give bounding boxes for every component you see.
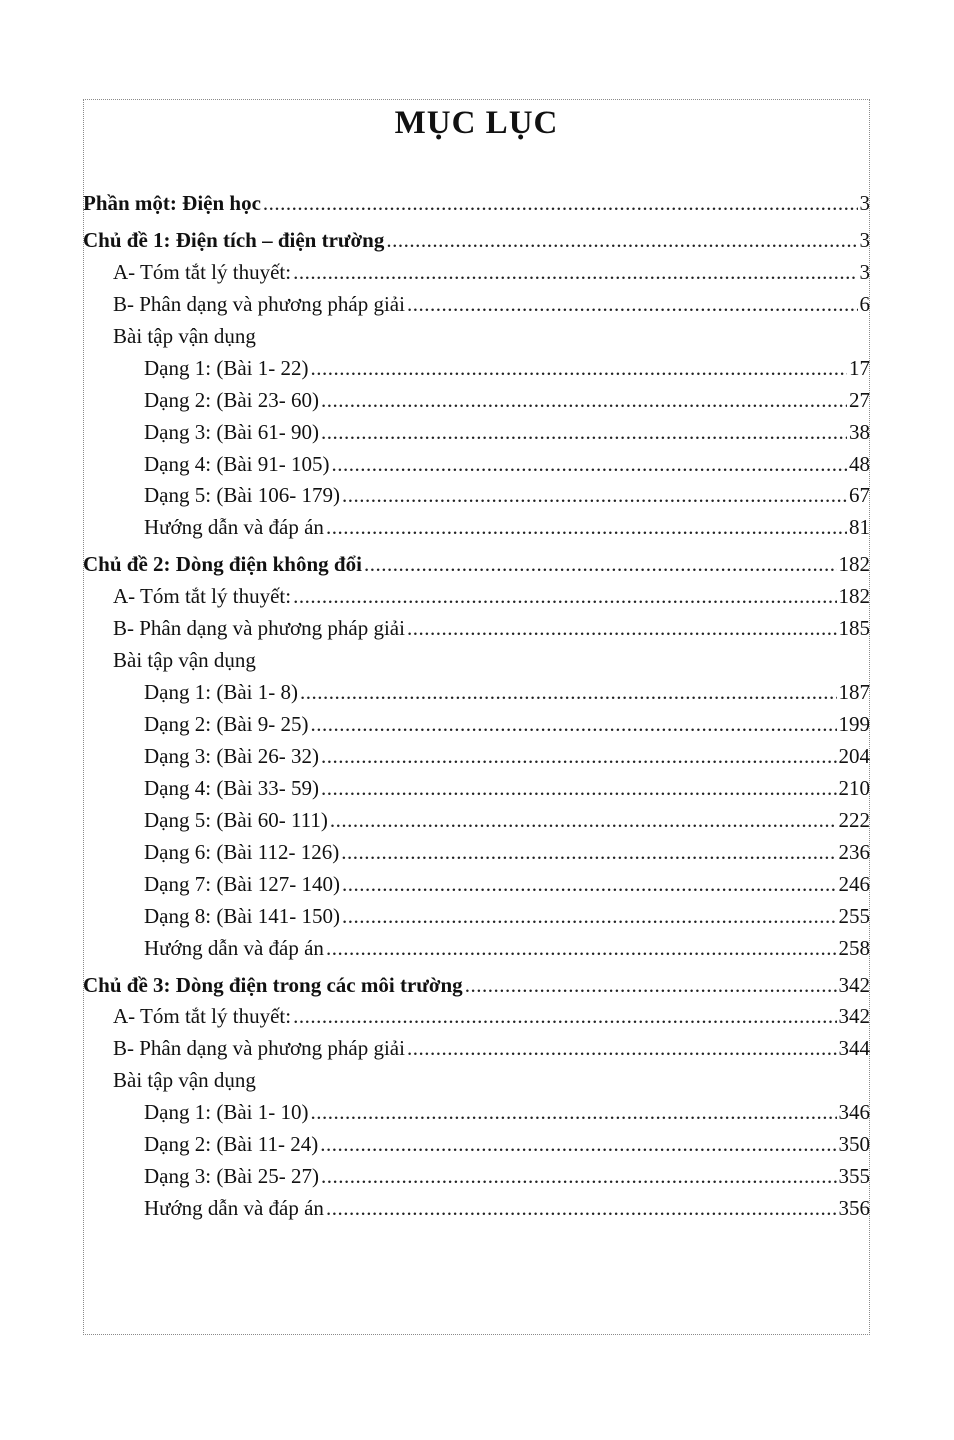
toc-entry[interactable]	[83, 709, 870, 741]
dot-leader	[263, 188, 858, 220]
toc-entry-label: Phần một: Điện học	[83, 191, 261, 215]
dot-leader	[310, 1097, 836, 1129]
toc-entry-page-number: 199	[838, 712, 870, 736]
dot-leader	[300, 677, 837, 709]
toc-entry-page-number: 3	[859, 227, 870, 252]
toc-entry-label: Bài tập vận dụng	[113, 1068, 256, 1093]
toc-entry[interactable]	[83, 1001, 870, 1033]
dot-leader	[326, 933, 837, 965]
toc-entry[interactable]	[83, 449, 870, 481]
dot-leader	[330, 805, 837, 837]
toc-entry[interactable]	[83, 188, 870, 220]
dot-leader	[407, 1033, 837, 1065]
toc-entry-label: Dạng 1: (Bài 1- 10)	[144, 1100, 309, 1125]
toc-entry-label: B- Phân dạng và phương pháp giải	[113, 291, 405, 316]
toc-entry-page-number: 27	[849, 387, 870, 412]
table-of-contents	[83, 188, 870, 1225]
toc-entry[interactable]	[83, 901, 870, 933]
toc-entry-page-number: 356	[838, 1196, 870, 1221]
dot-leader	[321, 1161, 837, 1193]
toc-entry-label: A- Tóm tắt lý thuyết:	[113, 584, 292, 609]
toc-entry-label: Dạng 5: (Bài 60- 111)	[144, 807, 328, 832]
dot-leader	[293, 1001, 836, 1033]
dot-leader	[407, 613, 837, 645]
toc-entry[interactable]	[83, 581, 870, 613]
toc-entry-page-number: 182	[838, 584, 870, 609]
toc-entry[interactable]	[83, 549, 870, 581]
toc-entry[interactable]	[83, 741, 870, 773]
dot-leader	[341, 837, 836, 869]
dot-leader	[342, 869, 837, 901]
toc-entry-page-number: 185	[838, 616, 870, 641]
dot-leader	[342, 480, 847, 512]
toc-entry[interactable]	[83, 225, 870, 257]
toc-entry[interactable]	[83, 417, 870, 449]
toc-entry-page-number: 222	[838, 807, 870, 832]
toc-entry-label: Hướng dẫn và đáp án	[144, 935, 324, 960]
toc-entry-page-number: 210	[838, 775, 870, 800]
toc-entry[interactable]	[83, 970, 870, 1002]
toc-entry-label: Dạng 2: (Bài 23- 60)	[144, 387, 319, 412]
dot-leader	[310, 353, 847, 385]
toc-entry-label: Dạng 3: (Bài 25- 27)	[144, 1164, 319, 1189]
toc-entry[interactable]	[83, 385, 870, 417]
dot-leader	[321, 773, 837, 805]
toc-entry-page-number: 350	[838, 1132, 870, 1157]
page-title: MỤC LỤC	[394, 105, 559, 141]
dot-leader	[321, 741, 837, 773]
toc-entry[interactable]	[83, 512, 870, 544]
toc-entry-label: Dạng 2: (Bài 9- 25)	[144, 712, 309, 736]
toc-entry[interactable]	[83, 677, 870, 709]
dot-leader	[321, 417, 847, 449]
dot-leader	[331, 449, 847, 481]
toc-entry[interactable]	[83, 805, 870, 837]
toc-entry-page-number: 48	[849, 451, 870, 476]
dot-leader	[364, 549, 837, 581]
toc-entry-label: Dạng 3: (Bài 26- 32)	[144, 743, 319, 768]
toc-entry-label: Dạng 4: (Bài 91- 105)	[144, 451, 330, 476]
toc-entry-label: Hướng dẫn và đáp án	[144, 1196, 324, 1221]
toc-entry[interactable]	[83, 257, 870, 289]
toc-entry[interactable]	[83, 1129, 870, 1161]
toc-entry-page-number: 6	[859, 291, 870, 316]
toc-entry-label: Chủ đề 3: Dòng điện trong các môi trường	[83, 972, 463, 997]
toc-entry-label: Dạng 5: (Bài 106- 179)	[144, 483, 340, 508]
dot-leader	[342, 901, 837, 933]
toc-entry[interactable]	[83, 480, 870, 512]
toc-entry-label: Dạng 3: (Bài 61- 90)	[144, 419, 319, 444]
toc-entry-page-number: 342	[838, 1004, 870, 1029]
toc-entry-page-number: 67	[849, 483, 870, 508]
dot-leader	[320, 1129, 836, 1161]
dot-leader	[465, 970, 837, 1002]
toc-entry-page-number: 342	[838, 972, 870, 997]
toc-entry-label: Dạng 7: (Bài 127- 140)	[144, 871, 340, 896]
toc-entry[interactable]	[83, 933, 870, 965]
toc-entry[interactable]	[83, 321, 870, 353]
toc-entry-label: A- Tóm tắt lý thuyết:	[113, 1004, 292, 1029]
toc-entry-label: Dạng 8: (Bài 141- 150)	[144, 903, 340, 928]
toc-entry[interactable]	[83, 353, 870, 385]
toc-entry-page-number: 204	[838, 743, 870, 768]
toc-entry[interactable]	[83, 837, 870, 869]
toc-entry-label: Hướng dẫn và đáp án	[144, 515, 324, 540]
toc-entry-page-number: 255	[838, 903, 870, 928]
toc-entry-page-number: 258	[838, 935, 870, 960]
toc-entry-page-number: 246	[838, 871, 870, 896]
toc-entry-label: A- Tóm tắt lý thuyết:	[113, 259, 292, 284]
dot-leader	[321, 385, 847, 417]
dot-leader	[386, 225, 857, 257]
toc-entry-label: Chủ đề 2: Dòng điện không đổi	[83, 552, 362, 577]
toc-entry-label: Dạng 6: (Bài 112- 126)	[144, 839, 340, 864]
toc-entry-page-number: 236	[838, 839, 870, 864]
toc-entry[interactable]	[83, 1161, 870, 1193]
toc-entry-page-number: 38	[849, 419, 870, 444]
toc-entry-page-number: 182	[838, 552, 870, 577]
toc-entry-label: B- Phân dạng và phương pháp giải	[113, 616, 405, 641]
toc-entry[interactable]	[83, 1033, 870, 1065]
toc-entry-label: Bài tập vận dụng	[113, 648, 256, 673]
toc-entry-label: Dạng 2: (Bài 11- 24)	[144, 1132, 319, 1157]
toc-entry-page-number: 17	[849, 355, 870, 380]
toc-entry-page-number: 344	[838, 1036, 870, 1061]
toc-entry-label: Chủ đề 1: Điện tích – điện trường	[83, 227, 385, 252]
dot-leader	[326, 1193, 837, 1225]
toc-entry-label: Bài tập vận dụng	[113, 323, 256, 348]
toc-entry-page-number: 3	[859, 259, 870, 284]
toc-entry-label: B- Phân dạng và phương pháp giải	[113, 1036, 405, 1061]
toc-entry[interactable]	[83, 1097, 870, 1129]
toc-entry-page-number: 355	[838, 1164, 870, 1189]
toc-entry-page-number: 187	[838, 680, 870, 705]
dot-leader	[407, 289, 858, 321]
toc-entry-page-number: 81	[849, 515, 870, 540]
toc-entry[interactable]	[83, 1193, 870, 1225]
dot-leader	[310, 709, 836, 741]
toc-entry-label: Dạng 4: (Bài 33- 59)	[144, 775, 319, 800]
toc-entry[interactable]	[83, 289, 870, 321]
toc-entry[interactable]	[83, 1065, 870, 1097]
toc-entry[interactable]	[83, 645, 870, 677]
toc-entry-page-number: 3	[859, 191, 870, 215]
toc-entry[interactable]	[83, 773, 870, 805]
toc-entry-page-number: 346	[838, 1100, 870, 1125]
dot-leader	[293, 581, 836, 613]
dot-leader	[293, 257, 857, 289]
toc-entry-label: Dạng 1: (Bài 1- 22)	[144, 355, 309, 380]
dot-leader	[326, 512, 847, 544]
toc-entry[interactable]	[83, 613, 870, 645]
toc-entry[interactable]	[83, 869, 870, 901]
toc-entry-label: Dạng 1: (Bài 1- 8)	[144, 680, 298, 705]
